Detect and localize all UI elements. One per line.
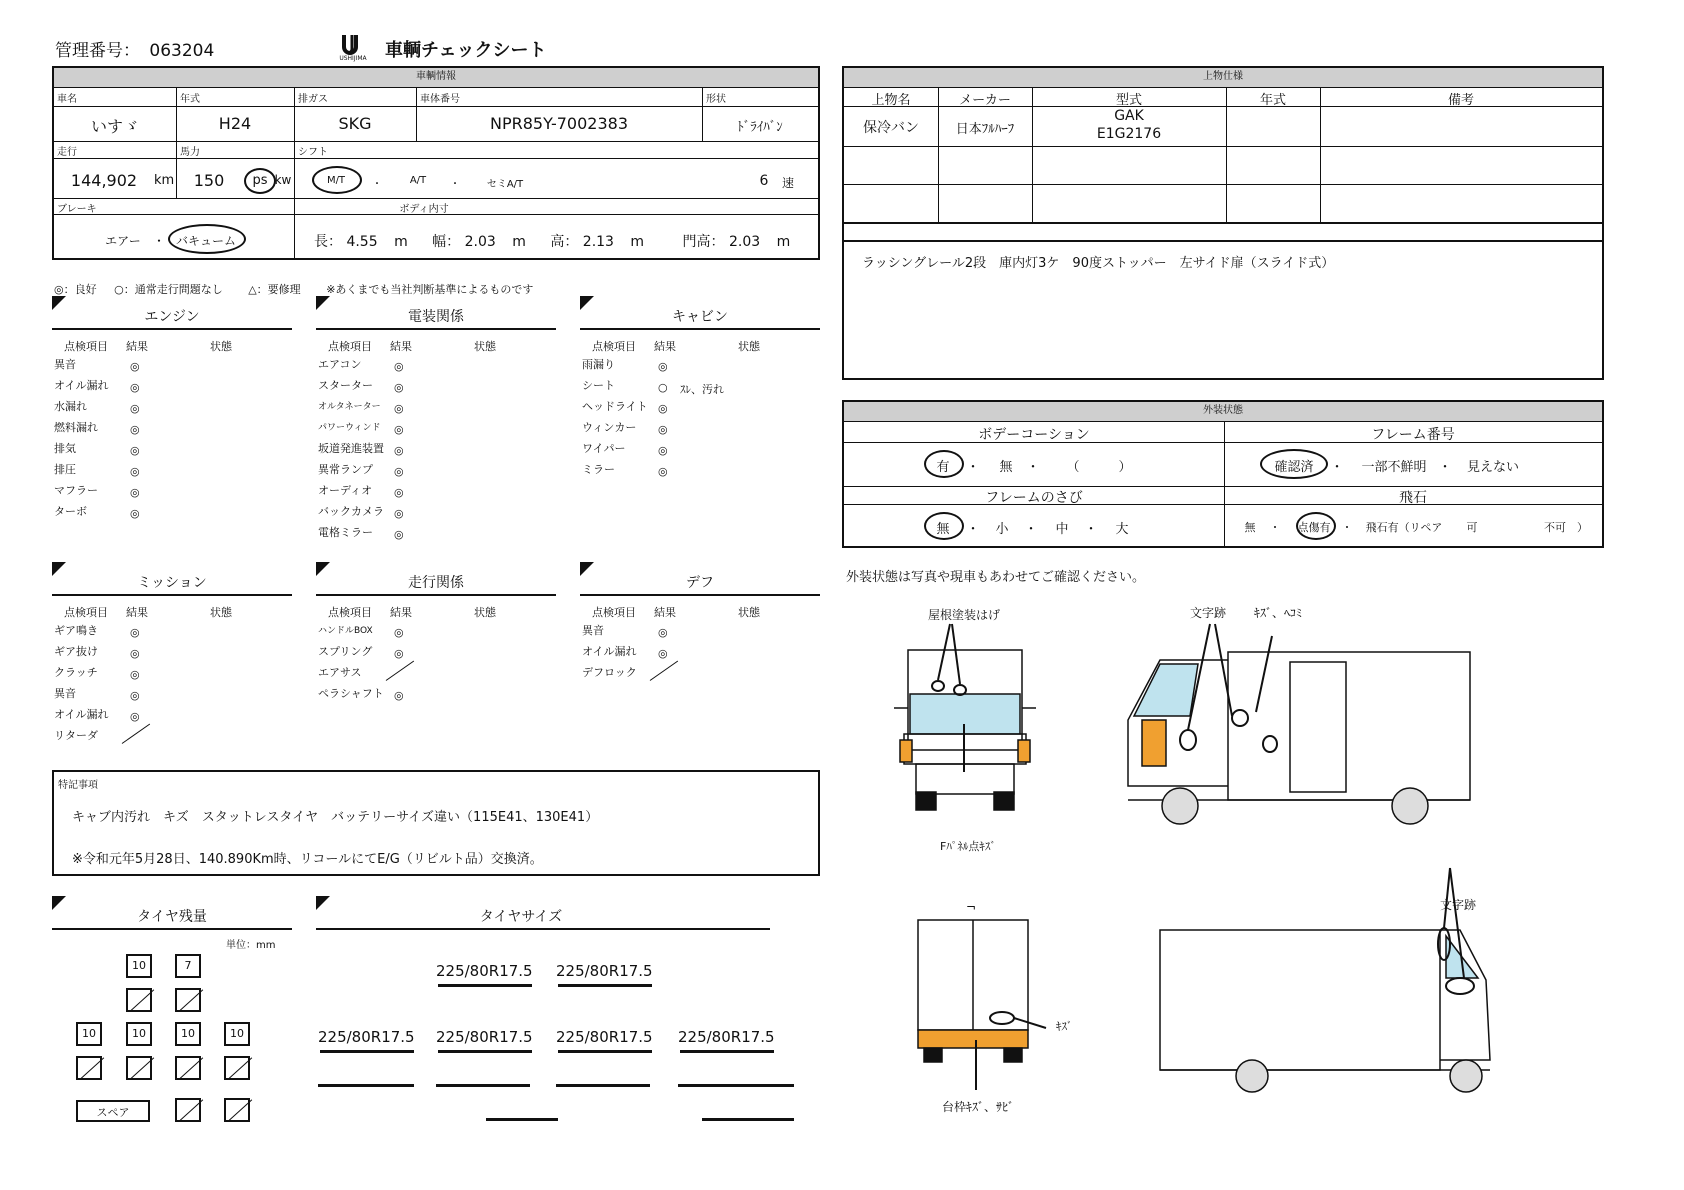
inspection-item: 異音	[54, 687, 76, 700]
inspection-result: ◎	[130, 507, 140, 520]
col-result: 結果	[390, 340, 412, 353]
brake-vacuum-circle	[168, 224, 246, 254]
col-state: 状態	[474, 606, 496, 619]
rust-small: 小	[995, 522, 1009, 537]
dim-height: 2.13	[582, 234, 614, 250]
inspection-result: ◎	[658, 626, 668, 639]
tire-empty-slot	[126, 988, 152, 1012]
col-item: 点検項目	[64, 606, 108, 619]
inspection-result: ◎	[658, 465, 668, 478]
annotation-scratch-dent: ｷｽﾞ、ﾍｺﾐ	[1254, 606, 1303, 620]
inspection-item: クラッチ	[54, 666, 98, 679]
logo-text: USHIJIMA	[339, 55, 367, 62]
tire-size: 225/80R17.5	[318, 1028, 415, 1046]
dim-door-label: 門高：	[682, 234, 725, 250]
inspection-result: ◎	[394, 507, 404, 520]
stone-ng: 不可 ）	[1544, 521, 1588, 534]
dim-length-label: 長：	[314, 234, 342, 250]
inspection-item: エアコン	[318, 358, 362, 371]
upper-col-maker: メーカー	[959, 93, 1011, 108]
col-result: 結果	[654, 340, 676, 353]
section-title: 走行関係	[408, 575, 464, 591]
brake-label: ブレーキ	[57, 204, 97, 215]
tire-empty-slot	[224, 1098, 250, 1122]
vin-value: NPR85Y-7002383	[490, 114, 628, 133]
not-applicable-mark	[650, 661, 678, 681]
stone-none: 無	[1244, 521, 1256, 534]
inspection-item: ペラシャフト	[318, 687, 384, 700]
shape-value: ﾄﾞﾗｲﾊﾞﾝ	[737, 120, 783, 135]
maker-value: いすゞ	[90, 117, 139, 136]
inspection-result: ◎	[130, 647, 140, 660]
inspection-item: 異音	[54, 358, 76, 371]
stone-mark-circle	[1296, 512, 1336, 540]
col-state: 状態	[738, 340, 760, 353]
inspection-item: 排圧	[54, 463, 76, 476]
inspection-result: ◎	[394, 689, 404, 702]
inspection-result: ◎	[130, 381, 140, 394]
tire-size: 225/80R17.5	[556, 962, 653, 980]
tire-remaining-section	[52, 896, 292, 936]
rust-none-circle	[924, 512, 964, 540]
coating-no: 無	[999, 460, 1013, 475]
emission-label: 排ガス	[298, 94, 328, 105]
coating-dot-2: ・	[1026, 460, 1040, 475]
inspection-result: ◎	[394, 626, 404, 639]
inspection-item: 雨漏り	[582, 358, 615, 371]
inspection-item: 電格ミラー	[318, 526, 373, 539]
rust-dot-1: ・	[966, 522, 980, 537]
annotation-f-panel: Fﾊﾟﾈﾙ点ｷｽﾞ	[940, 840, 996, 853]
inspection-item: オイル漏れ	[54, 379, 109, 392]
power-kw: kw	[274, 173, 292, 187]
management-value: 063204	[149, 41, 215, 61]
col-state: 状態	[210, 606, 232, 619]
col-state: 状態	[738, 606, 760, 619]
inspection-item: ヘッドライト	[582, 400, 648, 413]
inspection-result: ◎	[394, 381, 404, 394]
dim-width-unit: m	[512, 234, 526, 250]
section-title: キャビン	[672, 309, 728, 325]
tire-size: 225/80R17.5	[436, 1028, 533, 1046]
inspection-item: 排気	[54, 442, 76, 455]
page-title: 車輌チェックシート	[385, 40, 547, 61]
tire-size-section	[316, 896, 770, 936]
inspection-result: ◎	[658, 647, 668, 660]
annotation-letters-2: 文字跡	[1440, 898, 1477, 912]
stone-dot-2: ・	[1341, 521, 1353, 534]
shift-dot-2: ・	[450, 179, 460, 190]
tire-unit: 単位：mm	[226, 940, 276, 951]
inspection-item: 燃料漏れ	[54, 421, 98, 434]
shape-label: 形状	[706, 94, 726, 105]
frame-partial: 一部不鮮明	[1361, 460, 1427, 475]
upper-col-name: 上物名	[871, 93, 911, 108]
inspection-result: ◎	[658, 444, 668, 457]
dim-length: 4.55	[346, 234, 378, 250]
inspection-result: ◎	[658, 360, 668, 373]
inspection-result: ◎	[130, 486, 140, 499]
section-title: デフ	[686, 575, 714, 591]
not-applicable-mark	[386, 661, 414, 681]
inspection-result: ◎	[394, 528, 404, 541]
col-item: 点検項目	[328, 340, 372, 353]
management-label: 管理番号：	[55, 41, 140, 61]
remarks-line-1: キャブ内汚れ キズ スタットレスタイヤ バッテリーサイズ違い（115E41、130E41）	[72, 810, 599, 825]
inspection-item: 坂道発進装置	[318, 442, 384, 455]
exterior-note: 外装状態は写真や現車もあわせてご確認ください。	[846, 570, 1146, 585]
annotation-roof-paint: 屋根塗装はげ	[928, 608, 1001, 622]
upper-body-header: 上物仕様	[844, 68, 1602, 88]
section-title: ミッション	[137, 575, 207, 591]
frame-confirmed: 確認済	[1274, 460, 1314, 475]
brake-vacuum: バキューム	[175, 234, 236, 248]
rust-none: 無	[936, 522, 950, 537]
col-result: 結果	[126, 340, 148, 353]
col-item: 点検項目	[592, 606, 636, 619]
inspection-item: リターダ	[54, 729, 98, 742]
remarks-line-2: ※令和元年5月28日、140.890Km時、リコールにてE/G（リビルト品）交換済。	[72, 852, 543, 867]
year-value: H24	[218, 114, 252, 133]
col-state: 状態	[474, 340, 496, 353]
tire-empty-slot	[175, 988, 201, 1012]
shift-mt: M/T	[326, 175, 346, 186]
shift-at: A/T	[409, 175, 427, 186]
tire-depth: 10	[126, 954, 152, 978]
inspection-item: オーディオ	[318, 484, 373, 497]
inspection-result: ◎	[130, 465, 140, 478]
annotation-rear-mark: ¬	[966, 900, 977, 914]
frame-dot-2: ・	[1438, 460, 1452, 475]
inspection-result: ◎	[394, 486, 404, 499]
tire-empty-slot	[126, 1056, 152, 1080]
inspection-section	[316, 296, 556, 556]
upper-body-box	[842, 66, 1604, 380]
dim-door: 2.03	[728, 234, 761, 250]
inspection-result: ◎	[130, 626, 140, 639]
upper-model-1: GAK	[1114, 108, 1144, 124]
upper-col-year: 年式	[1259, 93, 1286, 108]
rust-dot-3: ・	[1084, 522, 1098, 537]
inspection-result: ◎	[394, 647, 404, 660]
tire-depth: 7	[175, 954, 201, 978]
tire-size: 225/80R17.5	[436, 962, 533, 980]
spare-tire: スペア	[76, 1100, 150, 1122]
inspection-item: ハンドルBOX	[318, 626, 373, 636]
section-title: エンジン	[144, 309, 200, 325]
remarks-box	[52, 770, 820, 876]
shift-dot-1: ・	[372, 179, 382, 190]
dim-height-unit: m	[630, 234, 645, 250]
inspection-item: ギア鳴き	[54, 624, 98, 637]
rust-dot-2: ・	[1024, 522, 1038, 537]
section-title: 電装関係	[408, 309, 464, 325]
mileage-unit: km	[154, 173, 175, 188]
dim-length-unit: m	[394, 234, 408, 250]
brake-dot: ・	[152, 234, 165, 248]
inspection-result: ◎	[130, 689, 140, 702]
power-ps: ps	[252, 173, 268, 188]
brake-air: エアー	[105, 234, 141, 248]
maker-label: 車名	[57, 94, 77, 105]
gears-unit: 速	[781, 176, 794, 190]
inspection-item: ウィンカー	[582, 421, 637, 434]
inspection-result: ◎	[130, 668, 140, 681]
annotation-scratch: ｷｽﾞ	[1056, 1020, 1073, 1033]
annotation-frame-rust: 台枠ｷｽﾞ、ｻﾋﾞ	[942, 1100, 1015, 1114]
shift-label: シフト	[298, 147, 328, 158]
inspection-item: オルタネーター	[318, 402, 381, 412]
stone-dot-1: ・	[1269, 521, 1281, 534]
stone-has: 飛石有（リペア	[1365, 521, 1443, 534]
dim-height-label: 高：	[550, 234, 579, 250]
frame-number-label: フレーム番号	[1371, 427, 1455, 443]
inspection-result: ◎	[394, 402, 404, 415]
coating-yes-circle	[924, 450, 964, 478]
inspection-item: シート	[582, 379, 615, 392]
inspection-item: ターボ	[54, 505, 87, 518]
inspection-result: ◎	[658, 423, 668, 436]
dim-width: 2.03	[464, 234, 496, 250]
inspection-item: バックカメラ	[318, 505, 384, 518]
not-applicable-mark	[122, 724, 150, 744]
shift-mt-circle	[312, 166, 362, 194]
inspection-item: デフロック	[582, 666, 637, 679]
dim-door-unit: m	[776, 234, 791, 250]
inspection-item: エアサス	[318, 666, 362, 679]
mileage-value: 144,902	[70, 171, 138, 190]
power-label: 馬力	[180, 147, 200, 158]
tire-depth: 10	[76, 1022, 102, 1046]
frame-invisible: 見えない	[1466, 460, 1519, 475]
exterior-header: 外装状態	[844, 402, 1602, 422]
inspection-result: ◎	[130, 360, 140, 373]
year-label: 年式	[180, 94, 200, 105]
inspection-item: 異常ランプ	[318, 463, 373, 476]
stone-ok: 可	[1466, 521, 1478, 534]
remarks-label: 特記事項	[58, 780, 98, 791]
upper-maker: 日本ﾌﾙﾊｰﾌ	[955, 122, 1015, 137]
management-number	[55, 36, 214, 61]
annotation-letters-1: 文字跡	[1190, 606, 1227, 620]
result-legend	[54, 281, 533, 297]
upper-col-note: 備考	[1447, 93, 1474, 108]
legend-repair: △：要修理	[248, 283, 301, 296]
col-state: 状態	[210, 340, 232, 353]
tire-empty-slot	[76, 1056, 102, 1080]
frame-confirmed-circle	[1260, 449, 1328, 479]
rust-big: 大	[1115, 522, 1129, 537]
inspection-item: ミラー	[582, 463, 615, 476]
tire-remaining-title: タイヤ残量	[137, 909, 207, 925]
legend-note: ※あくまでも当社判断基準によるものです	[326, 283, 534, 296]
inspection-result: ◎	[394, 423, 404, 436]
dim-width-label: 幅：	[432, 234, 461, 250]
inspection-result: ◎	[394, 360, 404, 373]
coating-yes: 有	[936, 460, 950, 475]
stone-label: 飛石	[1399, 490, 1427, 506]
upper-col-model: 型式	[1115, 93, 1142, 108]
upper-model-2: E1G2176	[1096, 126, 1162, 142]
inspection-result: ○	[658, 381, 668, 394]
shift-semi: セミA/T	[486, 179, 524, 190]
col-result: 結果	[654, 606, 676, 619]
tire-size: 225/80R17.5	[678, 1028, 775, 1046]
truck-diagrams	[860, 600, 1550, 1120]
emission-value: SKG	[338, 114, 372, 133]
coating-paren: （ ）	[1066, 460, 1132, 475]
inspection-item: 異音	[582, 624, 604, 637]
tire-size: 225/80R17.5	[556, 1028, 653, 1046]
tire-depth: 10	[224, 1022, 250, 1046]
col-item: 点検項目	[64, 340, 108, 353]
mileage-label: 走行	[57, 147, 77, 158]
tire-depth: 10	[175, 1022, 201, 1046]
legend-ok: ○：通常走行問題なし	[114, 283, 223, 296]
tire-empty-slot	[175, 1098, 201, 1122]
upper-notes: ラッシングレール2段 庫内灯3ケ 90度ストッパー 左サイド扉（スライド式）	[862, 256, 1335, 271]
vehicle-info-header: 車輌情報	[54, 68, 818, 88]
inspection-item: オイル漏れ	[582, 645, 637, 658]
inspection-section	[52, 296, 292, 556]
inspection-result: ◎	[130, 444, 140, 457]
body-dimensions	[314, 231, 790, 251]
inspection-item: マフラー	[54, 484, 98, 497]
coating-dot-1: ・	[966, 460, 980, 475]
inspection-item: オイル漏れ	[54, 708, 109, 721]
frame-dot-1: ・	[1330, 460, 1344, 475]
inspection-item: ワイパー	[582, 442, 626, 455]
inspection-item: スプリング	[318, 645, 373, 658]
tire-empty-slot	[224, 1056, 250, 1080]
col-item: 点検項目	[592, 340, 636, 353]
tire-depth: 10	[126, 1022, 152, 1046]
inspection-result: ◎	[394, 465, 404, 478]
col-result: 結果	[126, 606, 148, 619]
upper-name: 保冷バン	[863, 120, 919, 136]
gears-value: 6	[759, 173, 769, 189]
col-item: 点検項目	[328, 606, 372, 619]
rust-mid: 中	[1055, 522, 1069, 537]
truck-rear-view	[918, 920, 1028, 1062]
inspection-section	[580, 296, 820, 556]
tire-size-title: タイヤサイズ	[479, 909, 563, 925]
body-dims-label: ボディ内寸	[399, 204, 449, 215]
inspection-state: ｽﾚ、汚れ	[680, 383, 724, 396]
inspection-item: ギア抜け	[54, 645, 98, 658]
rust-label: フレームのさび	[985, 490, 1083, 506]
legend-good: ◎：良好	[54, 283, 97, 296]
vehicle-info-box	[52, 66, 820, 260]
inspection-item: 水漏れ	[54, 400, 87, 413]
tire-empty-slot	[175, 1056, 201, 1080]
power-value: 150	[193, 171, 225, 190]
inspection-result: ◎	[130, 710, 140, 723]
inspection-result: ◎	[394, 444, 404, 457]
stone-mark: 点傷有	[1297, 521, 1331, 534]
col-result: 結果	[390, 606, 412, 619]
inspection-result: ◎	[130, 423, 140, 436]
truck-side-view-right	[1160, 930, 1490, 1092]
inspection-item: パワーウィンド	[318, 423, 381, 433]
inspection-item: スターター	[318, 379, 373, 392]
inspection-result: ◎	[658, 402, 668, 415]
inspection-result: ◎	[130, 402, 140, 415]
coating-label: ボデーコーション	[978, 427, 1090, 443]
company-logo	[330, 33, 376, 63]
exterior-box	[842, 400, 1604, 548]
vin-label: 車体番号	[420, 94, 460, 105]
